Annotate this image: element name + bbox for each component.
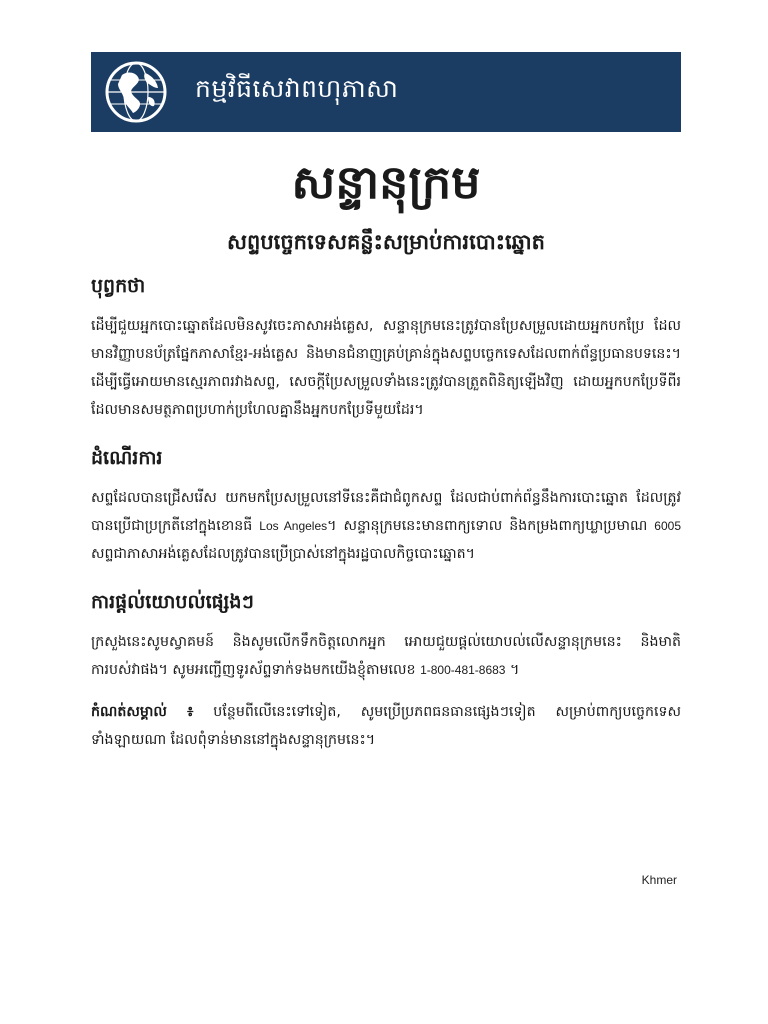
process-text-part-1: សព្ទដែលបានជ្រើសរើស យកមកប្រែសម្រួលនៅទីនេះគឺជាជំពូកសព្ទ ដែលជាប់ពាក់ព័ន្ធនឹងការបោះឆ្នោត ដែលត្រូវបានប្រើជាប្រក្រតីនៅក្នុងខោនធី	[91, 489, 681, 534]
preface-paragraph: ដើម្បីជួយអ្នកបោះឆ្នោតដែលមិនសូវចេះភាសាអង់គ្លេស, សន្ទានុក្រមនេះត្រូវបានប្រែសម្រួលដោយអ្នកបកប្រែ ដែលមានវិញ្ញាបនប័ត្រផ្នែកភាសាខ្មែរ-អង់គ្លេស និងមានជំនាញគ្រប់គ្រាន់ក្នុងសព្ទបច្ចេកទេសដែលពាក់ព័ន្ធប្រធានបទនេះ។ ដើម្បីធ្វើអោយមានស្មេរភាពរវាងសព្ទ, សេចក្តីប្រែសម្រួលទាំងនេះត្រូវបានត្រួតពិនិត្យឡើងវិញ ដោយអ្នកបកប្រែទីពីរដែលមានសមត្ថភាពប្រហាក់ប្រហែលគ្នានឹងអ្នកបកប្រែទីមួយដែរ។	[91, 317, 681, 418]
term-count: 6005	[654, 518, 681, 533]
note-paragraph	[91, 698, 681, 754]
document-page	[91, 52, 681, 754]
document-subtitle: សព្ទបច្ចេកទេសគន្លឹះសម្រាប់ការបោះឆ្នោត	[227, 229, 545, 254]
document-title: សន្ទានុក្រម	[291, 155, 481, 209]
banner-title: កម្មវិធីសេវាពហុភាសា	[195, 74, 399, 103]
county-name: Los Angeles	[259, 518, 328, 533]
feedback-heading: ការផ្តល់យោបល់ផ្សេងៗ	[91, 590, 254, 613]
preface-section	[91, 274, 681, 424]
feedback-text-part-1: ក្រសួងនេះសូមស្វាគមន៍ និងសូមលើកទឹកចិត្តលោកអ្នក អោយជួយផ្តល់យោបល់លើសន្ទានុក្រមនេះ និងមាតិការបស់វាផង។ សូមអញ្ជើញទូរស័ព្ទទាក់ទងមកយើងខ្ញុំតាមលេខ	[91, 633, 681, 678]
phone-number: 1-800-481-8683	[420, 662, 506, 677]
process-text-part-3: សព្ទជាភាសាអង់គ្លេសដែលត្រូវបានប្រើប្រាស់នៅក្នុងរដ្ឋបាលកិច្ចបោះឆ្នោត។	[91, 545, 475, 562]
note-label: កំណត់សម្គាល់ ៖	[91, 703, 194, 720]
process-paragraph	[91, 484, 681, 568]
note-text: បន្ថែមពីលើនេះទៅទៀត, សូមប្រើប្រភពធនធានផ្សេងៗទៀត សម្រាប់ពាក្យបច្ចេកទេសទាំងឡាយណា ដែលពុំទាន់មាននៅក្នុងសន្ទានុក្រមនេះ។	[91, 703, 682, 748]
feedback-text-part-2: ។	[505, 661, 520, 678]
language-tag: Khmer	[641, 873, 677, 887]
process-heading: ដំណើរការ	[91, 446, 163, 469]
feedback-paragraph	[91, 628, 681, 684]
preface-heading: បុព្វកថា	[91, 274, 146, 297]
program-banner	[91, 52, 681, 132]
process-text-part-2: ។ សន្ទានុក្រមនេះមានពាក្យទោល និងកម្រងពាក្យឃ្លាប្រមាណ	[327, 517, 655, 534]
globe-icon	[105, 61, 167, 123]
process-section	[91, 446, 681, 568]
feedback-section	[91, 590, 681, 754]
